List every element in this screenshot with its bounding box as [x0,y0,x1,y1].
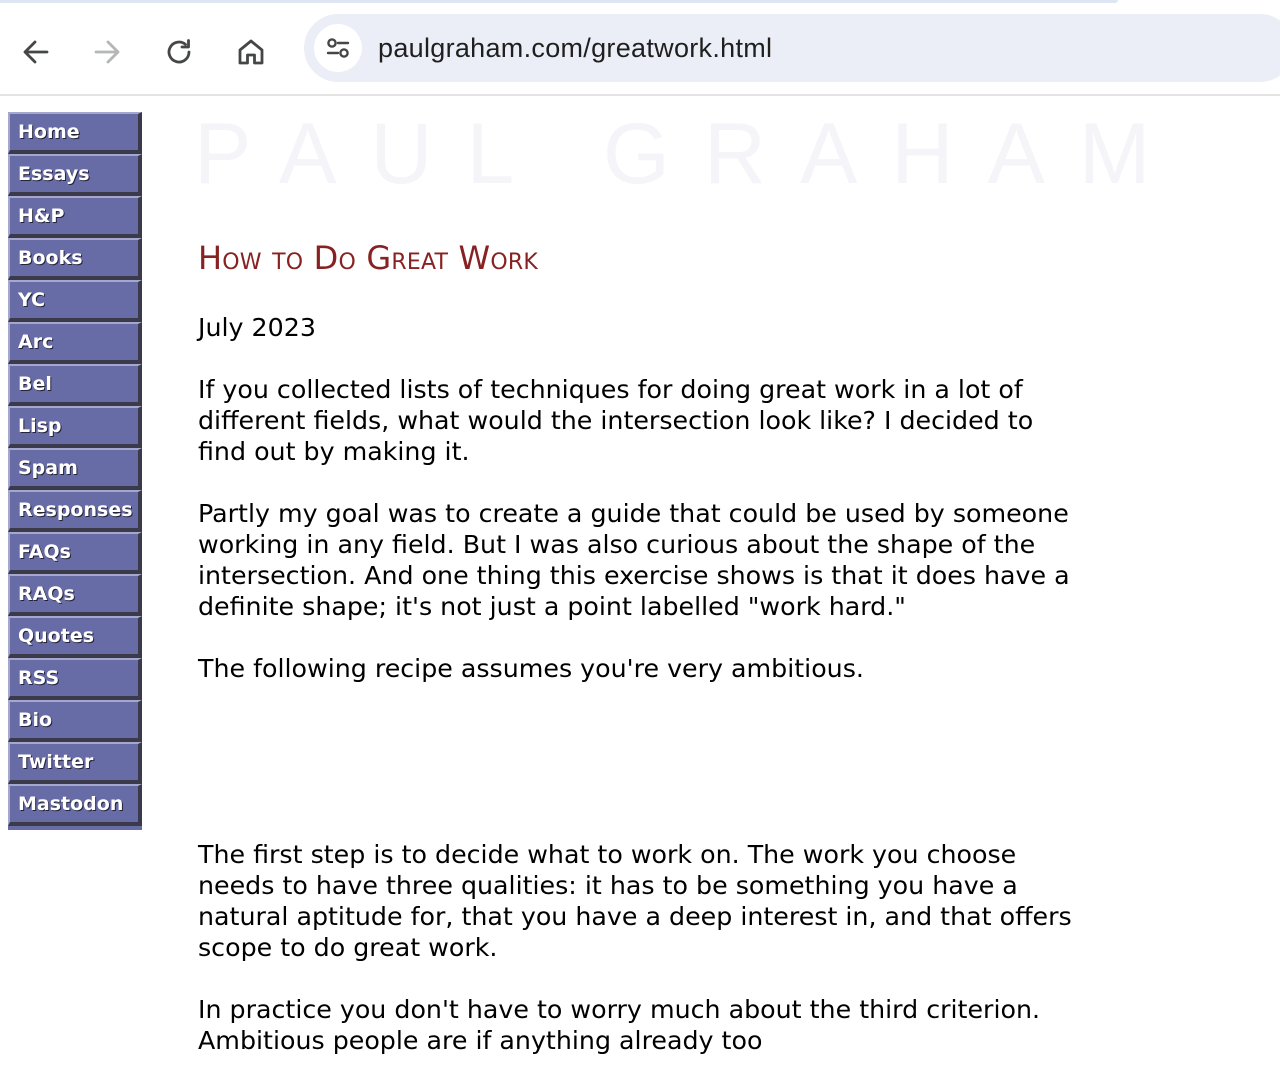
article-paragraph: Partly my goal was to create a guide that could be used by someone working in any field. But I was also curious about the shape of the intersection. And one thing this exercise shows is that it does have a definite shape; it's not just a point labelled "work hard." [198,499,1070,621]
site-nav [8,112,142,830]
nav-link-bel[interactable]: Bel [8,364,142,406]
toolbar-divider [0,94,1280,96]
forward-button[interactable] [83,28,131,76]
arrow-left-icon [21,37,51,67]
nav-link-books[interactable]: Books [8,238,142,280]
address-bar[interactable] [304,14,1280,82]
reload-icon [164,37,194,67]
nav-link-rss[interactable]: RSS [8,658,142,700]
nav-link-arc[interactable]: Arc [8,322,142,364]
article-title: How to Do Great Work [198,239,538,277]
article-date: July 2023 [198,313,316,342]
nav-link-twitter[interactable]: Twitter [8,742,142,784]
section-break [198,715,1073,839]
nav-link-spam[interactable]: Spam [8,448,142,490]
article-paragraph: In practice you don't have to worry much about the third criterion. Ambitious people are if anything already too [198,995,1041,1055]
article-paragraph: If you collected lists of techniques for doing great work in a lot of different fields, what would the intersection look like? I decided to find out by making it. [198,375,1034,466]
article-paragraph: The first step is to decide what to work on. The work you choose needs to have three qualities: it has to be something you have a natural aptitude for, that you have a deep interest in, and that offers scope to do great work. [198,840,1072,962]
active-tab-edge [0,0,1118,3]
nav-link-mastodon[interactable]: Mastodon [8,784,142,826]
article-body [198,312,1073,1078]
tune-icon [325,35,351,61]
nav-link-faqs[interactable]: FAQs [8,532,142,574]
tab-strip [0,0,1280,14]
site-logo[interactable]: PAUL GRAHAM [194,106,1185,202]
article-paragraph: The following recipe assumes you're very ambitious. [198,654,864,683]
nav-link-lisp[interactable]: Lisp [8,406,142,448]
nav-link-hackers-painters[interactable]: H&P [8,196,142,238]
home-icon [236,37,266,67]
nav-bottom-edge [8,826,142,830]
arrow-right-icon [92,37,122,67]
nav-link-bio[interactable]: Bio [8,700,142,742]
url-text[interactable]: paulgraham.com/greatwork.html [378,33,773,63]
nav-link-responses[interactable]: Responses [8,490,142,532]
nav-link-yc[interactable]: YC [8,280,142,322]
home-button[interactable] [227,28,275,76]
browser-toolbar [0,14,1280,94]
nav-link-home[interactable]: Home [8,112,142,154]
nav-link-essays[interactable]: Essays [8,154,142,196]
back-button[interactable] [12,28,60,76]
nav-link-raqs[interactable]: RAQs [8,574,142,616]
site-info-button[interactable] [314,24,362,72]
reload-button[interactable] [155,28,203,76]
nav-link-quotes[interactable]: Quotes [8,616,142,658]
